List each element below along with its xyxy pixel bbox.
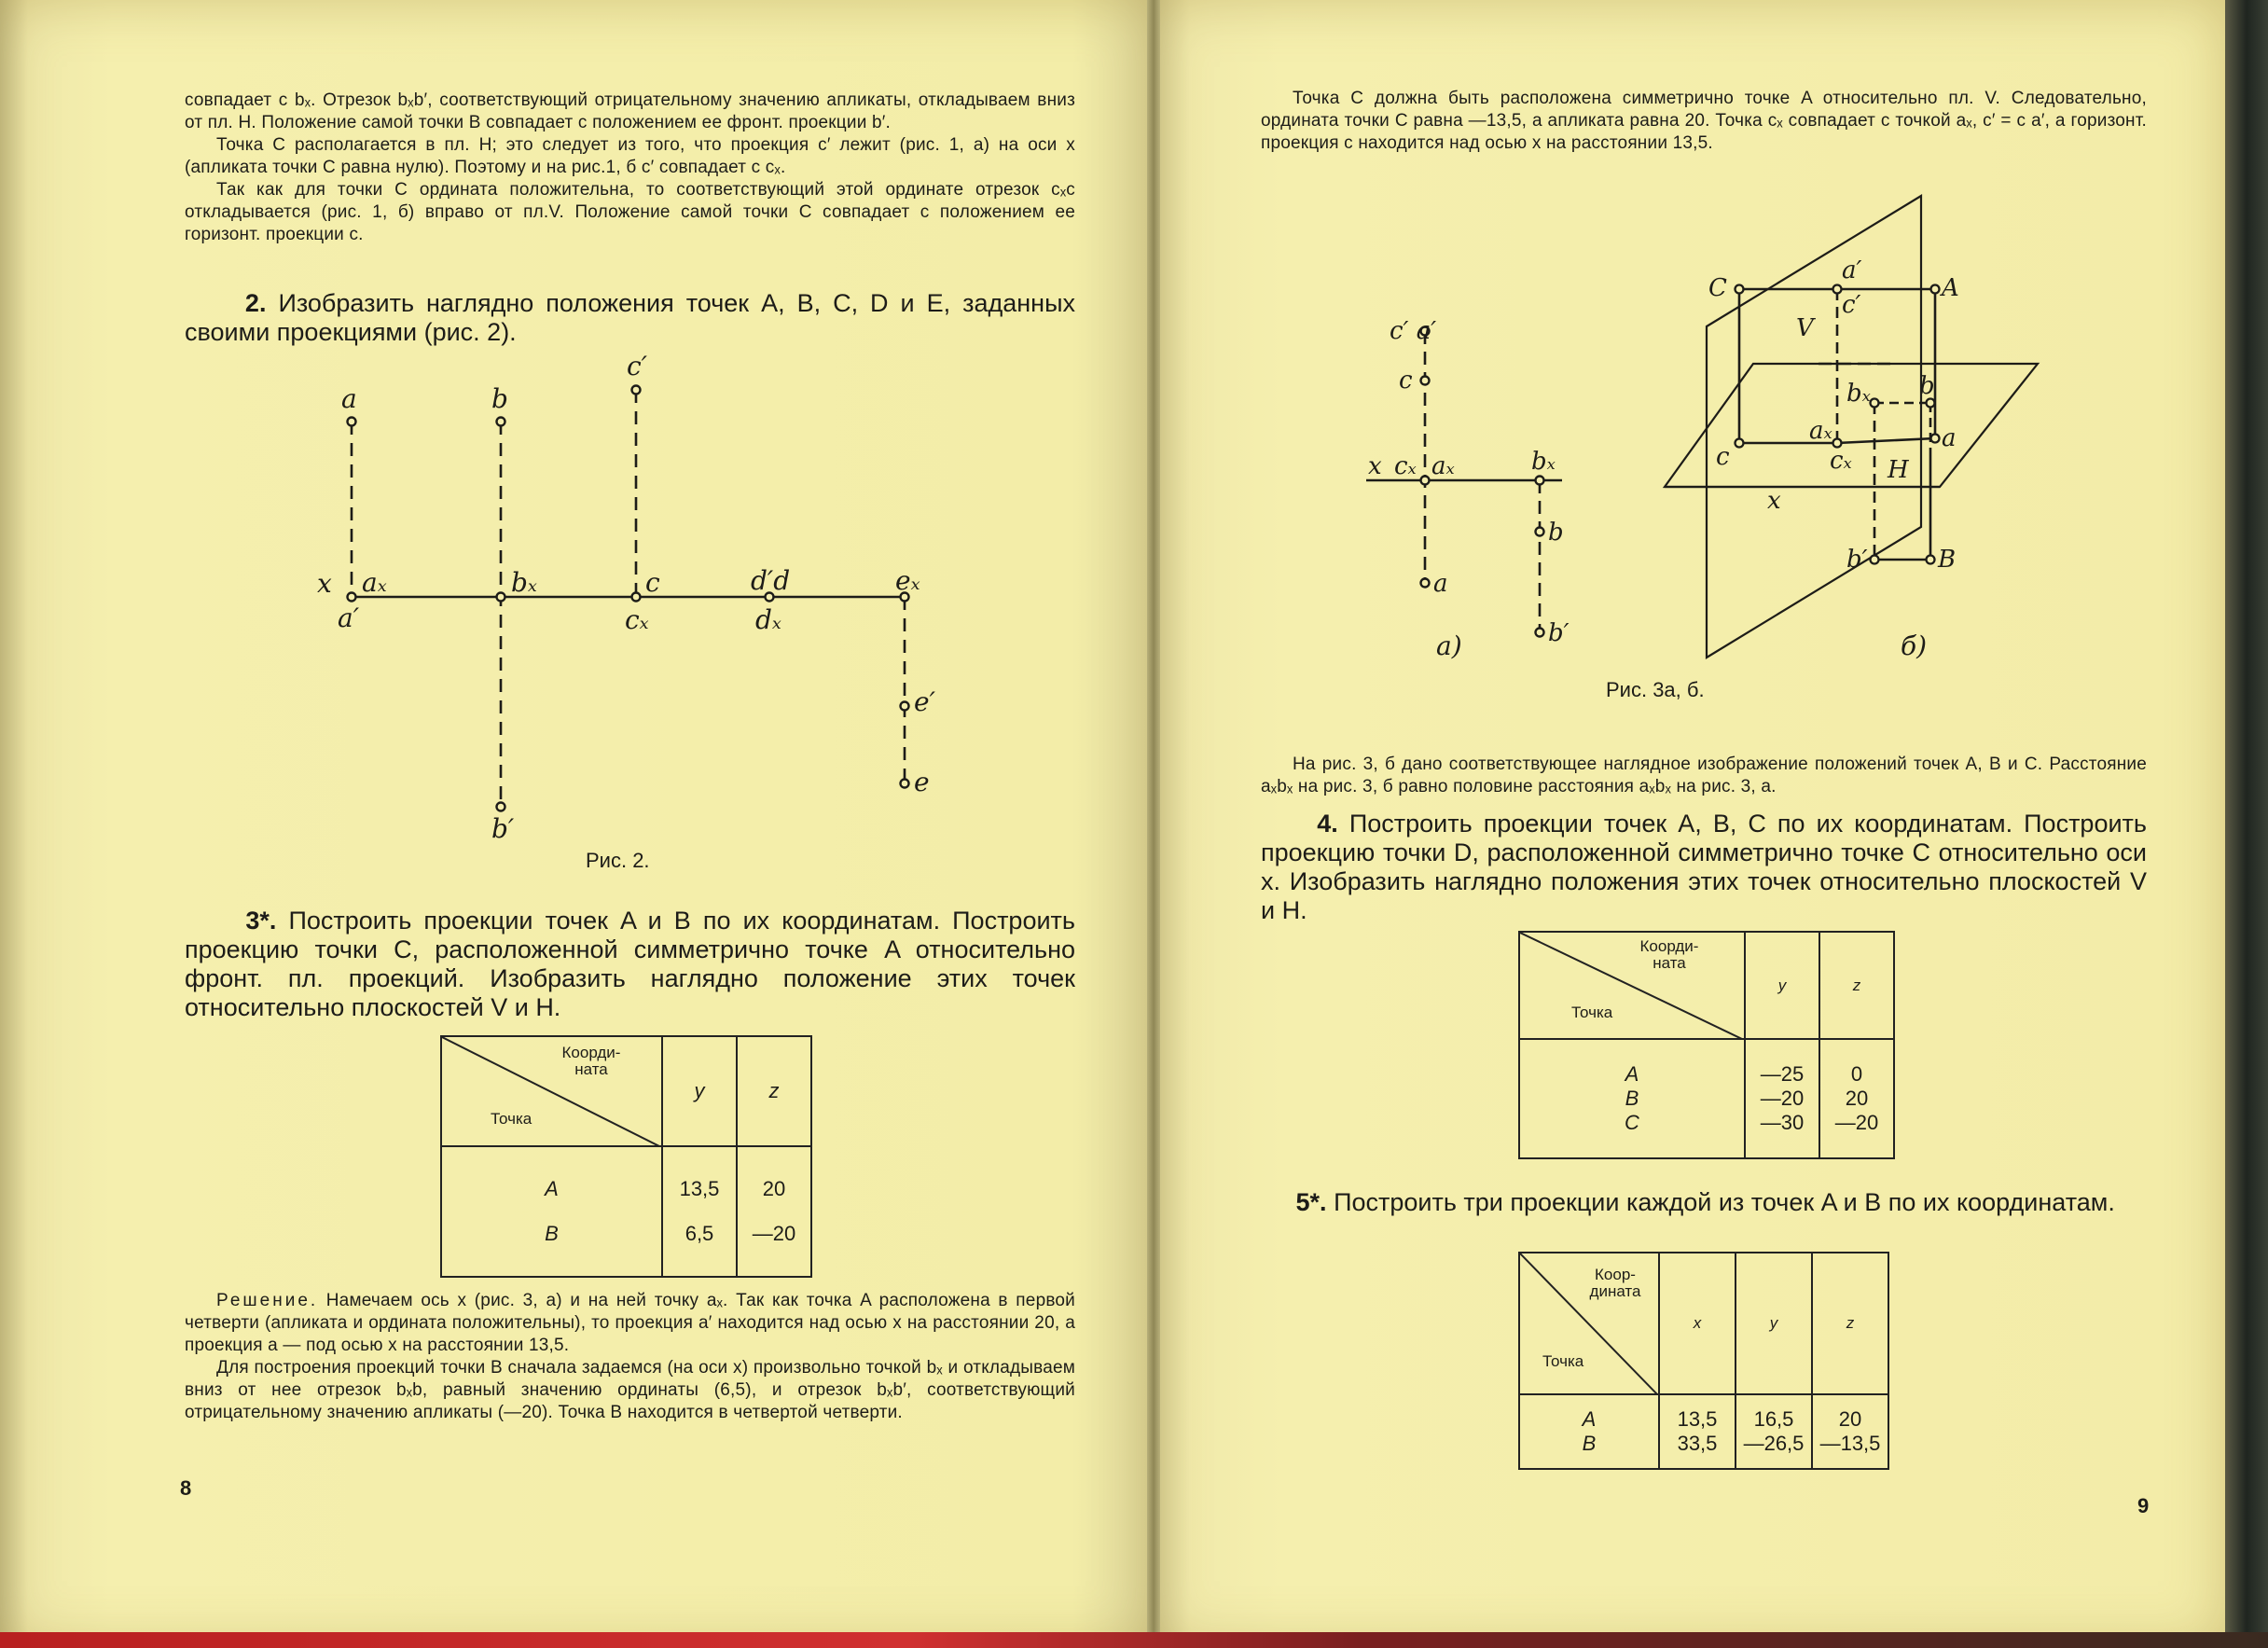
- table-4-row-c-point: C: [1625, 1111, 1639, 1134]
- table-4: [1518, 931, 1895, 1159]
- figure-3b: [1651, 187, 2052, 672]
- table-4-points: [1519, 1039, 1745, 1158]
- fig3a-label-x: x: [1368, 452, 1382, 480]
- fig3b-label-a: a: [1942, 424, 1957, 452]
- table-4-header-diagonal: [1519, 932, 1745, 1039]
- table-4-row-c-y: —30: [1760, 1111, 1805, 1134]
- table-3-coord-label: Коорди- ната: [561, 1044, 621, 1078]
- fig2-label-e: e: [914, 767, 930, 797]
- fig2-point-b-prime: [497, 803, 505, 811]
- table-4-row-a-y: —25: [1760, 1062, 1805, 1086]
- solution-heading: Решение.: [216, 1291, 319, 1310]
- table-5-row-b-point: B: [1582, 1432, 1597, 1455]
- task-5: [1261, 1188, 2147, 1217]
- task-2: [185, 289, 1075, 347]
- solution-para-2: Для построения проекций точки B сначала задаемся (на оси x) произвольно точкой bₓ и откладываем вниз от нее отрезок bₓb, равный значению ординаты (6,5), и отрезок bₓb′, соответствующий отрицательному значению апликаты (—20). Точка B находится в четвертой четверти.: [185, 1358, 1075, 1422]
- fig2-label-b-prime: b′: [491, 813, 515, 839]
- task-5-text: Построить три проекции каждой из точек A и B по их координатам.: [1334, 1188, 2115, 1216]
- table-4-row-c-z: —20: [1834, 1111, 1879, 1134]
- right-para-1: Точка C должна быть расположена симметрично точке A относительно пл. V. Следовательно, ордината точки C равна —13,5, а апликата равна 20. Точка cₓ совпадает с точкой aₓ, c′ = с a′, а горизонт. проекция c находится над осью x на расстоянии 13,5.: [1261, 89, 2147, 153]
- fig3a-label-b-prime: b′: [1548, 619, 1570, 647]
- table-5-row-a-z: 20: [1838, 1407, 1862, 1431]
- book-cover-edge: [0, 1632, 2268, 1648]
- table-4-coord-label: Коорди- ната: [1639, 937, 1699, 972]
- fig3a-label-a: a: [1433, 570, 1448, 598]
- table-5-z-values: [1812, 1394, 1888, 1469]
- fig3a-sub-label: а): [1436, 630, 1462, 661]
- task-3-number: 3*.: [245, 907, 277, 935]
- table-4-row-a-z: 0: [1850, 1062, 1863, 1086]
- right-para-2: На рис. 3, б дано соответствующее наглядное изображение положений точек A, B и C. Расстояние aₓbₓ на рис. 3, б равно половине расстояния aₓbₓ на рис. 3, а.: [1261, 755, 2147, 796]
- task-3: [185, 907, 1075, 1022]
- fig2-point-ax: [348, 593, 356, 602]
- table-3-point-label: Точка: [491, 1110, 532, 1128]
- fig2-label-c: c: [645, 567, 660, 598]
- fig3b-label-ax: aₓ: [1809, 417, 1832, 445]
- table-5-y-values: [1736, 1394, 1812, 1469]
- fig3b-label-H: H: [1888, 456, 1909, 484]
- table-5-row-a-y: 16,5: [1753, 1407, 1794, 1431]
- fig3b-label-c: c: [1716, 443, 1730, 471]
- table-5-col-z: z: [1812, 1253, 1888, 1394]
- table-4-col-z: z: [1819, 932, 1894, 1039]
- fig3a-label-bx: bₓ: [1531, 448, 1556, 476]
- fig3a-label-b: b: [1548, 519, 1564, 547]
- table-5: [1518, 1252, 1889, 1470]
- table-5-coord-label: Коор- дината: [1589, 1266, 1641, 1300]
- left-para-3: Так как для точки C ордината положительна, то соответствующий этой ординате отрезок cₓc откладывается (рис. 1, б) вправо от пл.V. Положение самой точки C совпадает с положением ее горизонт. проекции c.: [185, 180, 1075, 244]
- fig2-point-a: [348, 418, 356, 426]
- table-5-header-diagonal: [1519, 1253, 1659, 1394]
- fig3b-label-b: b: [1919, 372, 1935, 400]
- fig3b-label-cx: cₓ: [1830, 447, 1852, 475]
- fig2-caption: Рис. 2.: [586, 849, 650, 872]
- fig2-point-e-prime: [901, 702, 909, 711]
- fig3b-label-x: x: [1767, 487, 1781, 515]
- task-4-number: 4.: [1317, 810, 1338, 838]
- fig3b-label-a-prime: a′: [1842, 256, 1862, 284]
- book-edge: [2225, 0, 2268, 1648]
- table-3-points: [441, 1146, 662, 1277]
- fig2-label-e-prime: e′: [914, 686, 935, 717]
- table-4-point-label: Точка: [1571, 1004, 1613, 1021]
- fig3b-sub-label: б): [1901, 630, 1928, 661]
- fig3b-label-c-prime: c′: [1842, 291, 1861, 319]
- table-3-row-a-z: 20: [762, 1177, 786, 1200]
- table-5-x-values: [1659, 1394, 1736, 1469]
- fig2-label-x: x: [317, 568, 332, 599]
- fig2-label-bx: bₓ: [511, 567, 537, 598]
- fig3a-label-top: c′ a′: [1390, 317, 1437, 345]
- right-intro-text: [1261, 88, 2147, 155]
- fig3a-label-cx: cₓ: [1394, 452, 1417, 480]
- table-5-row-a-point: A: [1582, 1407, 1597, 1431]
- table-4-z-values: [1819, 1039, 1894, 1158]
- fig2-point-b: [497, 418, 505, 426]
- left-para-1: совпадает с bₓ. Отрезок bₓb′, соответствующий отрицательному значению апликаты, откладываем вниз от пл. H. Положение самой точки B совпадает с положением ее фронт. проекции b′.: [185, 90, 1075, 132]
- right-page-number: 9: [2137, 1494, 2150, 1517]
- table-5-point-label: Точка: [1542, 1352, 1584, 1370]
- table-3-row-b-point: B: [545, 1222, 559, 1245]
- table-5-row-b-z: —13,5: [1819, 1432, 1881, 1455]
- book-gutter: [1147, 0, 1160, 1648]
- right-para-2-block: [1261, 754, 2147, 798]
- fig3b-label-V: V: [1796, 314, 1814, 342]
- table-3: [440, 1035, 812, 1278]
- fig2-label-cx: cₓ: [625, 604, 649, 635]
- table-5-col-x: x: [1659, 1253, 1736, 1394]
- fig2-label-c-prime: c′: [627, 354, 648, 381]
- table-4-col-y: y: [1745, 932, 1819, 1039]
- fig3b-label-b-prime: b′: [1846, 546, 1868, 574]
- left-page-number: 8: [180, 1476, 192, 1500]
- fig3b-label-A: A: [1942, 274, 1959, 302]
- task-2-number: 2.: [244, 289, 267, 317]
- table-5-points: [1519, 1394, 1659, 1469]
- table-3-y-values: [662, 1146, 737, 1277]
- table-4-row-a-point: A: [1625, 1062, 1639, 1086]
- fig3a-label-c: c: [1399, 367, 1413, 395]
- fig3-caption: Рис. 3а, б.: [1606, 678, 1705, 701]
- table-4-row-b-y: —20: [1760, 1087, 1805, 1110]
- left-intro-text: [185, 90, 1075, 246]
- table-5-row-a-x: 13,5: [1677, 1407, 1718, 1431]
- table-3-row-a-y: 13,5: [679, 1177, 720, 1200]
- table-4-row-b-point: B: [1625, 1087, 1639, 1110]
- fig2-label-ex: eₓ: [895, 565, 920, 596]
- table-3-header-diagonal: [441, 1036, 662, 1146]
- fig2-label-a: a: [341, 383, 357, 414]
- table-3-z-values: [737, 1146, 811, 1277]
- table-3-col-z: z: [737, 1036, 811, 1146]
- table-5-row-b-x: 33,5: [1677, 1432, 1718, 1455]
- left-para-2: Точка C располагается в пл. H; это следует из того, что проекция c′ лежит (рис. 1, а) на оси x (апликата точки C равна нулю). Поэтому и на рис.1, б c′ совпадает с cₓ.: [185, 135, 1075, 177]
- task-5-number: 5*.: [1295, 1188, 1327, 1216]
- task-4-text: Построить проекции точек A, B, C по их координатам. Построить проекцию точки D, расположенной симметрично точке C относительно оси x. Изобразить наглядно положения этих точек относительно плоскостей V и H.: [1261, 810, 2147, 924]
- table-5-col-y: y: [1736, 1253, 1812, 1394]
- fig2-point-e: [901, 780, 909, 788]
- task-4: [1261, 810, 2147, 925]
- solution-text: [185, 1290, 1075, 1424]
- fig2-label-dx: dₓ: [755, 604, 781, 635]
- fig2-point-bx: [497, 593, 505, 602]
- fig2-point-c: [632, 593, 641, 602]
- solution-para-1: Намечаем ось x (рис. 3, а) и на ней точку aₓ. Так как точка A расположена в первой четверти (апликата и ордината положительны), то проекция a′ находится над осью x на расстоянии 20, а проекция a — под осью x на расстоянии 13,5.: [185, 1291, 1075, 1355]
- table-3-row-b-z: —20: [752, 1222, 796, 1245]
- task-3-text: Построить проекции точек A и B по их координатам. Построить проекцию точки C, расположенной симметрично точке A относительно фронт. пл. проекций. Изобразить наглядно положение этих точек относительно плоскостей V и H.: [185, 907, 1075, 1021]
- task-2-text: Изобразить наглядно положения точек A, B, C, D и E, заданных своими проекциями (рис. 2).: [185, 289, 1075, 346]
- fig3a-label-ax: aₓ: [1431, 452, 1455, 480]
- fig3b-label-bx: bₓ: [1846, 380, 1871, 408]
- fig2-label-a-prime: a′: [338, 602, 360, 633]
- fig3b-label-C: C: [1708, 274, 1727, 302]
- figure-2: [298, 354, 951, 839]
- table-3-row-a-point: A: [545, 1177, 559, 1200]
- figure-3a: [1357, 308, 1599, 681]
- table-4-row-b-z: 20: [1845, 1087, 1869, 1110]
- fig2-label-dd: d′d: [751, 565, 791, 596]
- fig2-label-b: b: [491, 383, 508, 414]
- fig2-point-c-prime: [632, 386, 641, 395]
- table-5-row-b-y: —26,5: [1743, 1432, 1805, 1455]
- table-3-row-b-y: 6,5: [685, 1222, 714, 1245]
- table-3-col-y: y: [662, 1036, 737, 1146]
- table-4-y-values: [1745, 1039, 1819, 1158]
- fig2-label-ax: aₓ: [362, 567, 387, 598]
- fig3b-label-B: B: [1938, 546, 1957, 574]
